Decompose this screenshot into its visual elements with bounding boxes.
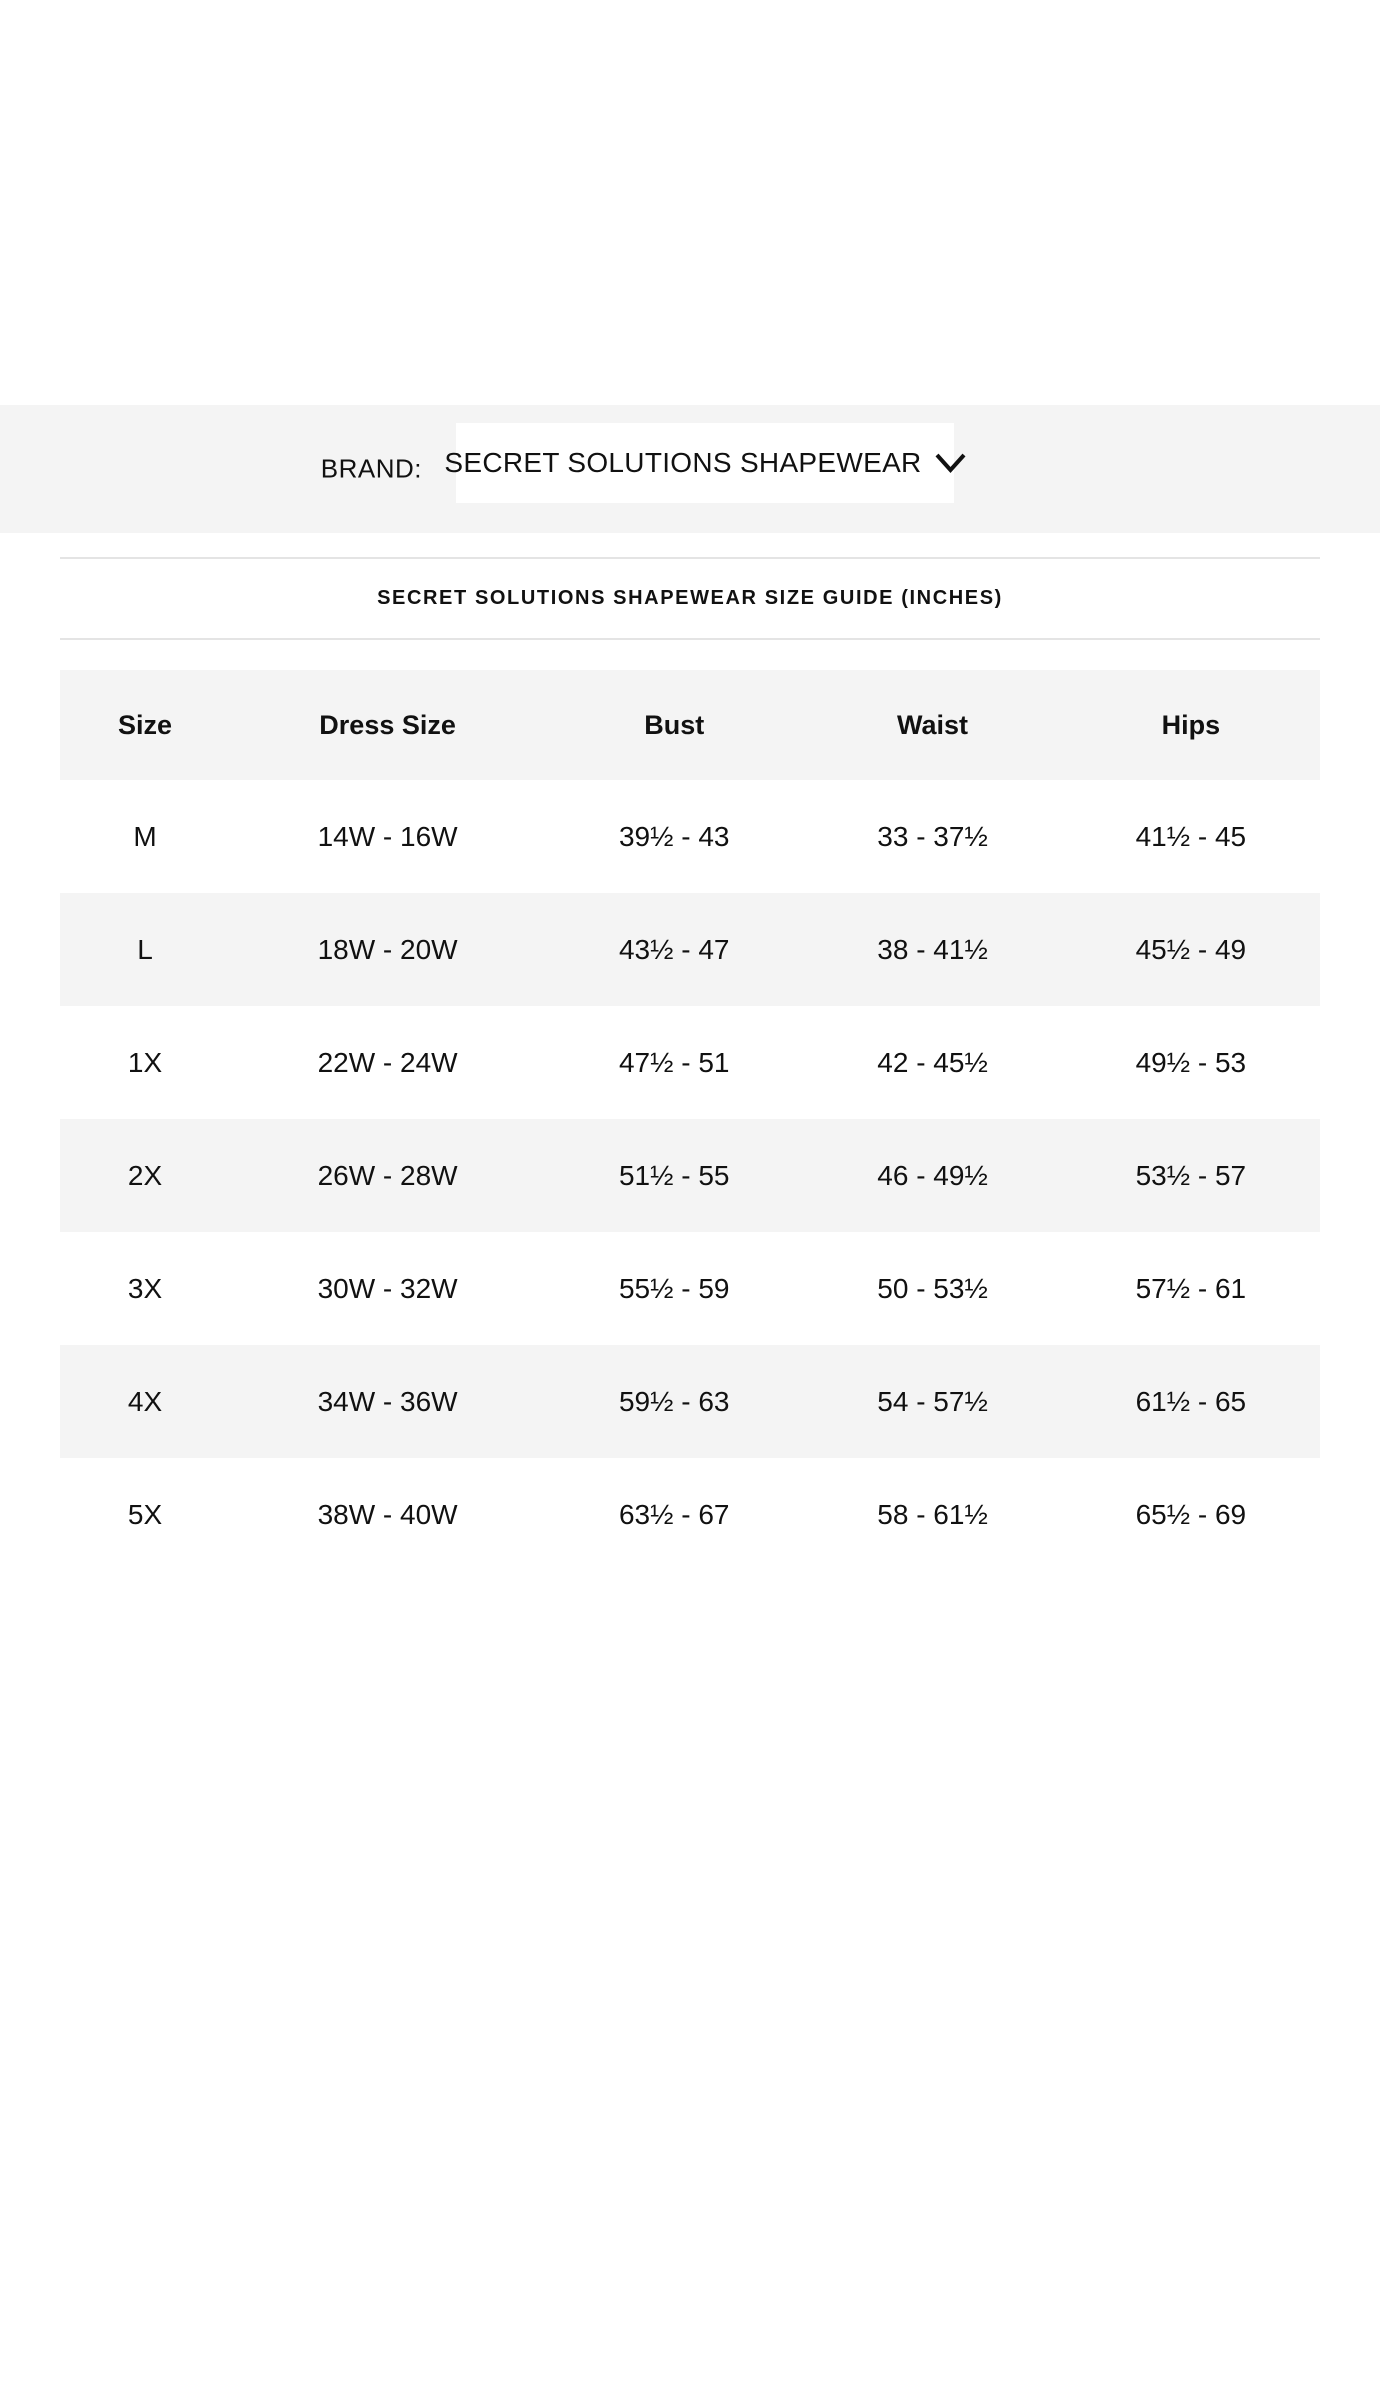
table-cell: 34W - 36W bbox=[317, 1385, 458, 1417]
table-cell: 54 - 57½ bbox=[877, 1385, 988, 1417]
table-cell: 5X bbox=[127, 1498, 163, 1530]
table-row-3x bbox=[60, 1232, 1320, 1345]
column-header-bust: Bust bbox=[644, 709, 705, 740]
table-cell: 22W - 24W bbox=[317, 1046, 458, 1078]
table-header-row bbox=[60, 670, 1320, 780]
table-cell: 2X bbox=[127, 1159, 163, 1191]
table-cell: 63½ - 67 bbox=[618, 1498, 730, 1530]
table-cell: M bbox=[133, 820, 157, 852]
table-body bbox=[60, 780, 1320, 1571]
table-cell: 61½ - 65 bbox=[1135, 1385, 1247, 1417]
table-row-1x bbox=[60, 1006, 1320, 1119]
table-cell: 1X bbox=[127, 1046, 163, 1078]
title-row bbox=[0, 559, 1380, 638]
table-cell: 41½ - 45 bbox=[1135, 820, 1247, 852]
table-cell: 55½ - 59 bbox=[618, 1272, 730, 1304]
table-cell: 45½ - 49 bbox=[1135, 933, 1247, 965]
table-cell: 38W - 40W bbox=[317, 1498, 458, 1530]
column-header-waist: Waist bbox=[897, 709, 969, 740]
divider-bottom bbox=[60, 638, 1320, 640]
brand-label: BRAND: bbox=[320, 453, 422, 484]
table-cell: 49½ - 53 bbox=[1135, 1046, 1247, 1078]
table-cell: 47½ - 51 bbox=[618, 1046, 730, 1078]
table-cell: 58 - 61½ bbox=[877, 1498, 988, 1530]
table-cell: 65½ - 69 bbox=[1135, 1498, 1247, 1530]
brand-selector-bar bbox=[0, 405, 1380, 533]
brand-dropdown-value: SECRET SOLUTIONS SHAPEWEAR bbox=[444, 447, 922, 478]
column-header-hips: Hips bbox=[1161, 709, 1221, 740]
table-row-2x bbox=[60, 1119, 1320, 1232]
table-cell: 4X bbox=[127, 1385, 163, 1417]
size-guide-title: SECRET SOLUTIONS SHAPEWEAR SIZE GUIDE (INCHES) bbox=[377, 587, 1003, 609]
size-guide-page bbox=[0, 405, 1380, 1571]
column-header-dress-size: Dress Size bbox=[319, 709, 456, 740]
table-row-l bbox=[60, 893, 1320, 1006]
table-cell: 14W - 16W bbox=[317, 820, 458, 852]
table-cell: 3X bbox=[127, 1272, 163, 1304]
table-cell: 26W - 28W bbox=[317, 1159, 458, 1191]
table-cell: 59½ - 63 bbox=[618, 1385, 730, 1417]
brand-dropdown[interactable] bbox=[444, 423, 954, 503]
table-cell: 33 - 37½ bbox=[877, 820, 988, 852]
table-cell: 53½ - 57 bbox=[1135, 1159, 1247, 1191]
table-cell: 46 - 49½ bbox=[877, 1159, 988, 1191]
table-cell: 57½ - 61 bbox=[1135, 1272, 1247, 1304]
size-guide-table bbox=[60, 670, 1320, 1571]
table-cell: 30W - 32W bbox=[317, 1272, 458, 1304]
table-cell: L bbox=[137, 933, 153, 965]
table-row-5x bbox=[60, 1458, 1320, 1571]
table-cell: 39½ - 43 bbox=[618, 820, 730, 852]
column-header-size: Size bbox=[118, 709, 173, 740]
table-cell: 18W - 20W bbox=[317, 933, 458, 965]
table-cell: 38 - 41½ bbox=[877, 933, 988, 965]
chevron-down-icon bbox=[935, 453, 966, 473]
table-cell: 43½ - 47 bbox=[618, 933, 730, 965]
table-cell: 50 - 53½ bbox=[877, 1272, 988, 1304]
table-cell: 42 - 45½ bbox=[877, 1046, 988, 1078]
table-row-4x bbox=[60, 1345, 1320, 1458]
table-cell: 51½ - 55 bbox=[618, 1159, 730, 1191]
table-row-m bbox=[60, 780, 1320, 893]
